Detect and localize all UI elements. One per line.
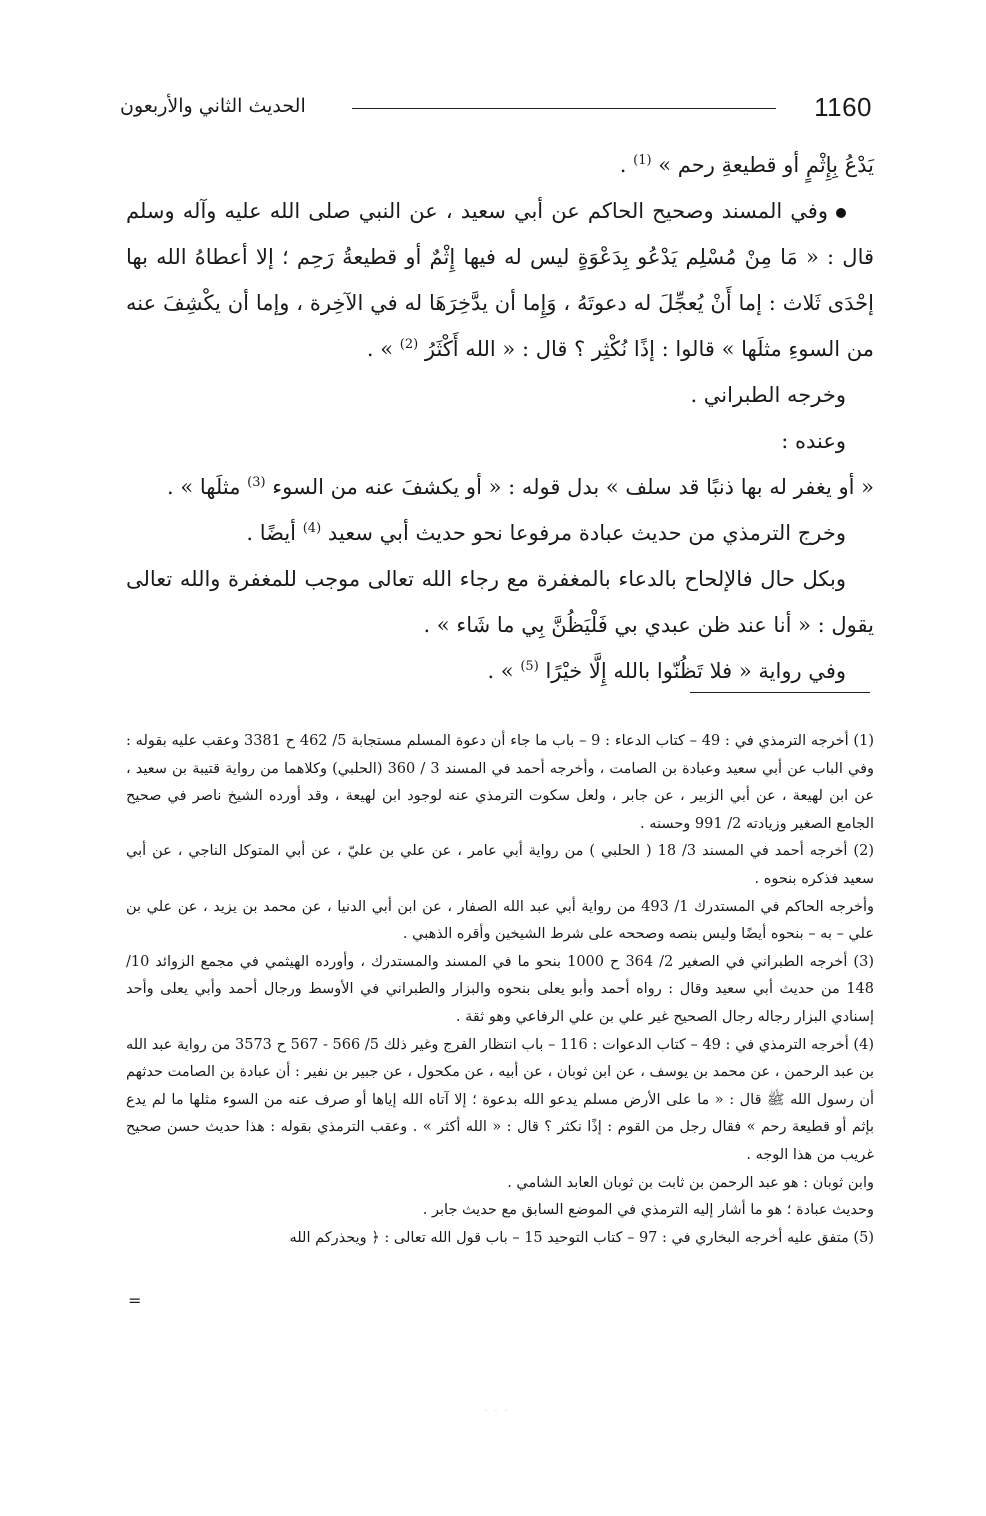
running-title: الحديث الثاني والأربعون: [120, 95, 306, 117]
footnote-ref: (5): [520, 659, 539, 674]
paragraph: وفي المسند وصحيح الحاكم عن أبي سعيد ، عن النبي صلى الله عليه وآله وسلم قال : « مَا مِنْ مُسْلِم يَدْعُو بِدَعْوَةٍ ليس له فيها إِثْمٌ أو قطيعةُ رَحِم ؛ إلا أعطاهُ الله بها إحْدَى ثَلاث : إما أَنْ يُعجِّلَ له دعوتَهُ ، وَإِما أن يدَّخِرَهَا له في الآخِرة ، وإما أن يكْشِفَ عنه من السوءِ مثلَها » قالوا : إذًا نُكْثِر ؟ قال : « الله أَكْثَرُ $^{(2)}$ » .: [126, 199, 874, 361]
footnote: (1) أخرجه الترمذي في : 49 – كتاب الدعاء : 9 – باب ما جاء أن دعوة المسلم مستجابة 5/ 462 ح 3381 وعقب عليه بقوله : وفي الباب عن أبي سعيد وعبادة بن الصامت ، وأخرجه أحمد في المسند 3 / 360 (الحلبي) وكلاهما من رواية قتيبة بن سعيد ، عن ابن لهيعة ، عن أبي الزبير ، عن جابر ، ولعل سكوت الترمذي عنه لوجود ابن لهيعة ، وقد أورده الشيخ ناصر في صحيح الجامع الصغير وزيادته 2/ 991 وحسنه .: [126, 733, 874, 832]
paragraph: وفي رواية « فلا تَظُنّوا بالله إِلَّا خيْرًا $^{(5)}$ » .: [487, 659, 846, 683]
footnotes: [126, 728, 874, 1252]
footnote-ref: (1): [633, 153, 652, 168]
footnote: (5) متفق عليه أخرجه البخاري في : 97 – كتاب التوحيد 15 – باب قول الله تعالى : ﴿ ويحذركم الله: [289, 1229, 874, 1246]
footnote-separator: [690, 692, 870, 693]
header-rule: [352, 108, 776, 109]
paragraph: وبكل حال فالإلحاح بالدعاء بالمغفرة مع رجاء الله تعالى موجب للمغفرة والله تعالى يقول : « أنا عند ظن عبدي بي فَلْيَظُنَّ بِي ما شَاء » .: [126, 567, 874, 637]
paragraph: وخرجه الطبراني .: [690, 383, 846, 407]
footnote: وحديث عبادة ؛ هو ما أشار إليه الترمذي في الموضع السابق مع حديث جابر .: [422, 1202, 874, 1219]
footnote: (4) أخرجه الترمذي في : 49 – كتاب الدعوات : 116 – باب انتظار الفرج وغير ذلك 5/ 566 - 567 ح 3573 من رواية عبد الله بن عبد الرحمن ، عن محمد بن يوسف ، عن ابن ثوبان ، عن أبيه ، عن مكحول ، عن جبير بن نفير : أن عبادة بن الصامت حدثهم أن رسول الله ﷺ قال : « ما على الأرض مسلم يدعو الله بدعوة ؛ إلا آتاه الله إياها أو صرف عنه من السوء مثلها ما لم يدع بإثم أو قطيعة رحم » فقال رجل من القوم : إذًا نكثر ؟ قال : « الله أكثر » . وعقب الترمذي بقوله : هذا حديث حسن صحيح غريب من هذا الوجه .: [126, 1036, 875, 1163]
footnote: (3) أخرجه الطبراني في الصغير 2/ 364 ح 1000 بنحو ما في المسند والمستدرك ، وأورده الهيثمي في مجمع الزوائد 10/ 148 من حديث أبي سعيد وقال : رواه أحمد وأبو يعلى بنحوه والبزار والطبراني في الأوسط ورجال أحمد وأبي يعلى وأحد إسنادي البزار رجاله رجال الصحيح غير علي بن علي الرفاعي وهو ثقة .: [126, 953, 874, 1025]
paragraph: وخرج الترمذي من حديث عبادة مرفوعا نحو حديث أبي سعيد $^{(4)}$ أيضًا .: [246, 521, 846, 545]
footnote-ref: (2): [399, 337, 419, 352]
bullet-icon: [836, 208, 846, 218]
footnote-ref: (4): [302, 521, 322, 536]
footnote-ref: (3): [247, 475, 266, 490]
continued-mark: =: [128, 1291, 142, 1310]
footnote: (2) أخرجه أحمد في المسند 3/ 18 ( الحلبي ) من رواية أبي عامر ، عن علي بن عليّ ، عن أبي المتوكل الناجي ، عن أبي سعيد فذكره بنحوه .: [126, 843, 874, 887]
paragraph: وعنده :: [781, 429, 846, 453]
main-text: [126, 142, 874, 694]
page-number: 1160: [814, 92, 872, 122]
faint-mark: · · ·: [484, 1406, 510, 1417]
footnote: وأخرجه الحاكم في المستدرك 1/ 493 من رواية أبي عبد الله الصفار ، عن ابن أبي الدنيا ، عن محمد بن يزيد ، عن علي بن علي – به – بنحوه أيضًا وليس بنصه وصححه على شرط الشيخين وأقره الذهبي .: [126, 898, 874, 943]
paragraph: يَدْعُ بِإِثْمٍ أو قطيعةِ رحم » $^{(1)}$ .: [619, 153, 874, 177]
page-header: [120, 92, 872, 128]
paragraph: « أو يغفر له بها ذنبًا قد سلف » بدل قوله : « أو يكشفَ عنه من السوء $^{(3)}$ مثلَها » .: [166, 475, 874, 499]
footnote: وابن ثوبان : هو عبد الرحمن بن ثابت بن ثوبان العابد الشامي .: [507, 1174, 874, 1191]
